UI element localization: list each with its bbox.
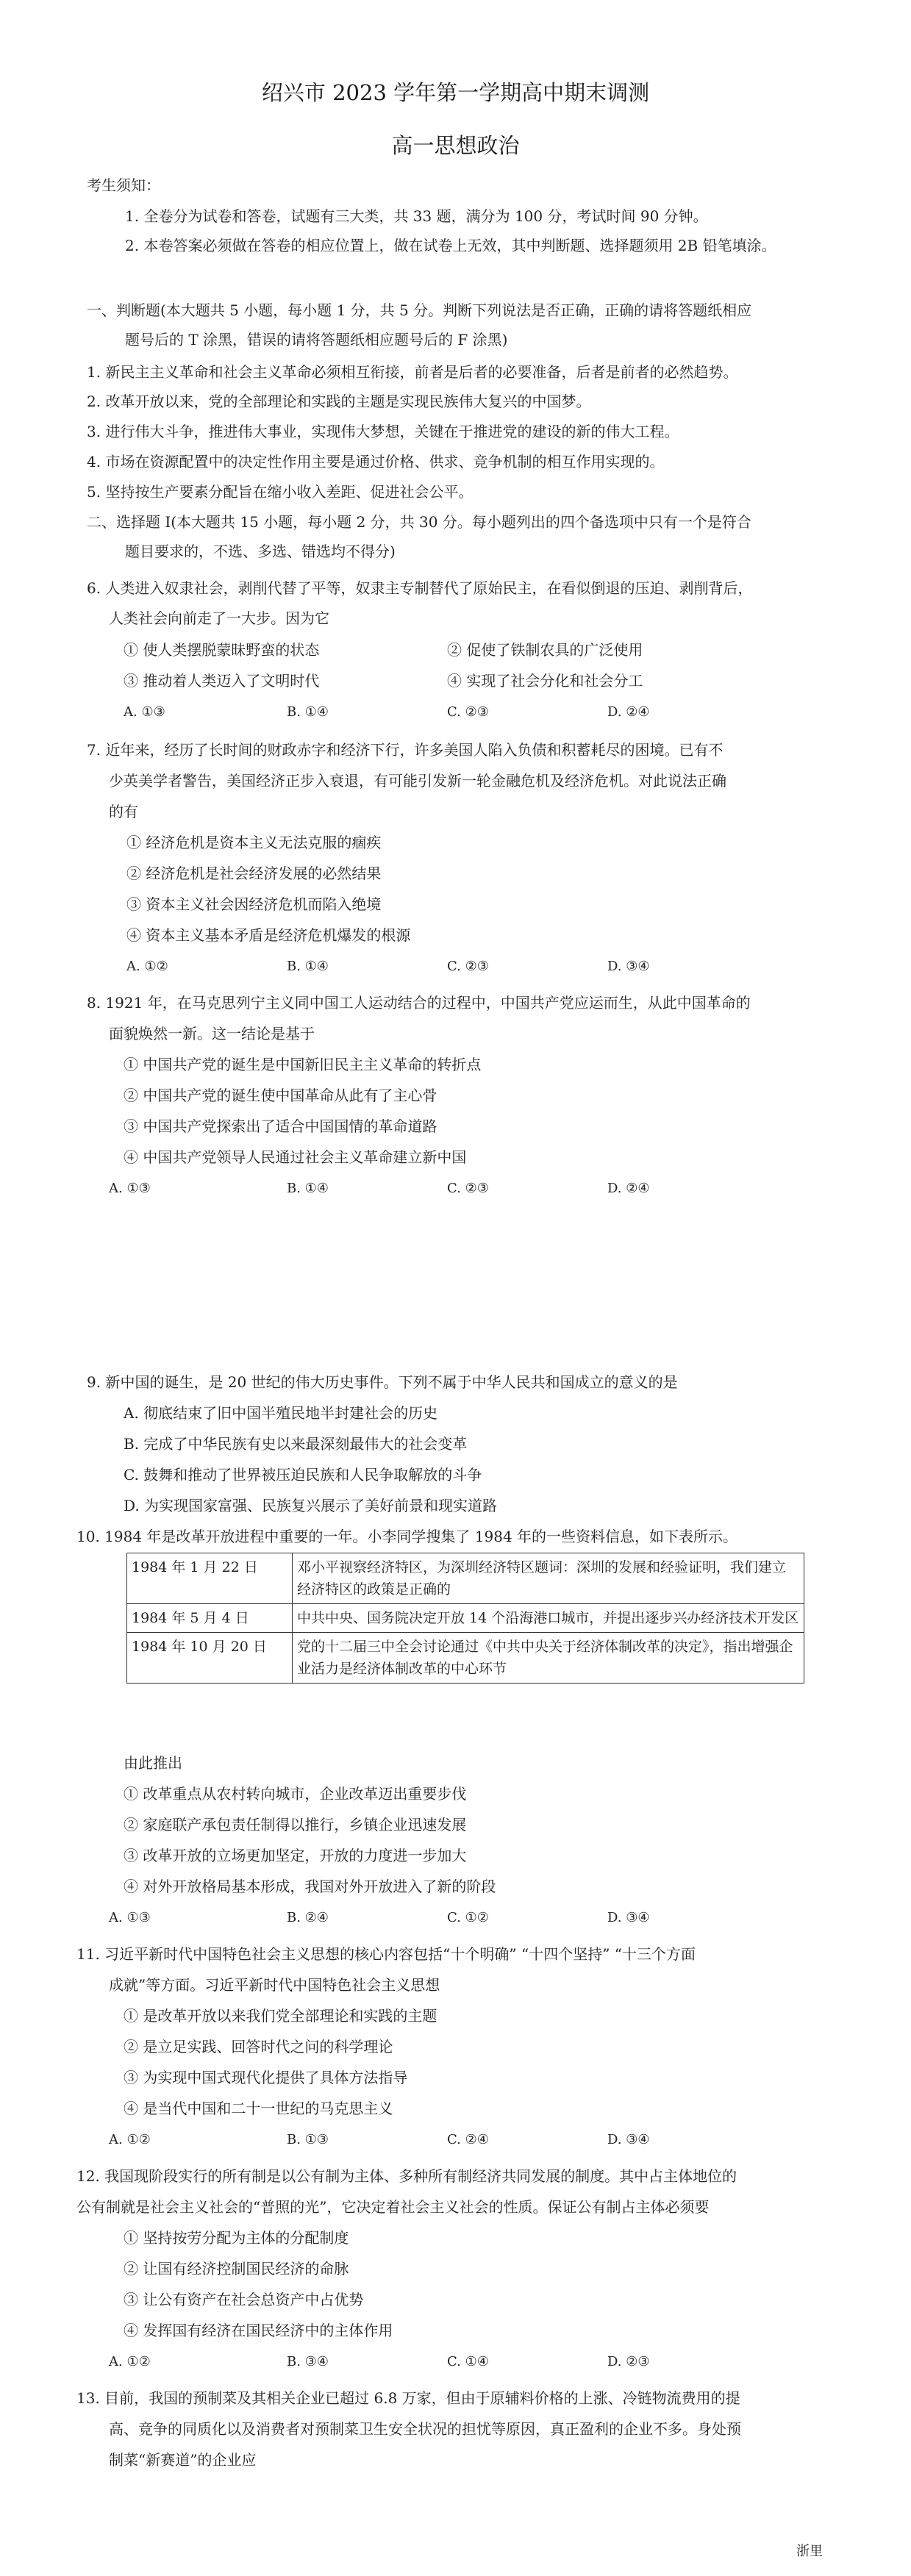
q7-statement: ④ 资本主义基本矛盾是经济危机爆发的根源 xyxy=(126,926,411,944)
q6-statement: ② 促使了铁制农具的广泛使用 xyxy=(447,641,643,659)
q9-option-d: D. 为实现国家富强、民族复兴展示了美好前景和现实道路 xyxy=(124,1497,498,1514)
section2-heading-cont: 题目要求的，不选、多选、错选均不得分) xyxy=(125,543,396,560)
q12-option-b: B. ③④ xyxy=(287,2354,329,2369)
q7-stem: 7. 近年来，经历了长时间的财政赤字和经济下行，许多美国人陷入负债和积蓄耗尽的困境。已有不 xyxy=(87,741,724,759)
q10-statement: ④ 对外开放格局基本形成，我国对外开放进入了新的阶段 xyxy=(124,1878,496,1895)
table-date-cell: 1984 年 1 月 22 日 xyxy=(127,1553,293,1604)
q11-statement: ① 是改革开放以来我们党全部理论和实践的主题 xyxy=(124,2007,437,2025)
q13-stem-cont: 制菜“新赛道”的企业应 xyxy=(109,2451,257,2469)
q8-stem: 8. 1921 年，在马克思列宁主义同中国工人运动结合的过程中，中国共产党应运而生，从此中国革命的 xyxy=(87,994,751,1012)
q10-statement: ③ 改革开放的立场更加坚定，开放的力度进一步加大 xyxy=(124,1847,467,1864)
q12-stem: 12. 我国现阶段实行的所有制是以公有制为主体、多种所有制经济共同发展的制度。其中占主体地位的 xyxy=(76,2167,737,2185)
q13-stem-cont: 高、竞争的同质化以及消费者对预制菜卫生安全状况的担忧等原因，真正盈利的企业不多。身处预 xyxy=(109,2420,741,2438)
q11-statement: ③ 为实现中国式现代化提供了具体方法指导 xyxy=(124,2069,408,2086)
q6-stem: 6. 人类进入奴隶社会，剥削代替了平等，奴隶主专制替代了原始民主，在看似倒退的压迫、剥削背后， xyxy=(87,579,753,597)
q12-statement: ③ 让公有资产在社会总资产中占优势 xyxy=(124,2291,364,2308)
q11-stem-cont: 成就”等方面。习近平新时代中国特色社会主义思想 xyxy=(109,1976,440,1994)
q6-option-a: A. ①③ xyxy=(124,704,165,720)
table-row xyxy=(127,1633,804,1684)
exam-subject: 高一思想政治 xyxy=(391,133,520,158)
table-row xyxy=(127,1604,804,1633)
table-event-cell: 中共中央、国务院决定开放 14 个沿海港口城市，并提出逐步兴办经济技术开发区 xyxy=(293,1604,804,1633)
q10-statement: ② 家庭联产承包责任制得以推行，乡镇企业迅速发展 xyxy=(124,1816,467,1833)
q7-statement: ① 经济危机是资本主义无法克服的痼疾 xyxy=(126,834,382,851)
q8-statement: ② 中国共产党的诞生使中国革命从此有了主心骨 xyxy=(124,1087,437,1104)
q12-statement: ② 让国有经济控制国民经济的命脉 xyxy=(124,2260,349,2278)
q10-lead: 由此推出 xyxy=(124,1754,182,1772)
q7-stem-cont: 的有 xyxy=(109,803,138,820)
q10-table xyxy=(126,1553,804,1684)
q11-option-d: D. ③④ xyxy=(607,2132,650,2147)
q9-option-b: B. 完成了中华民族有史以来最深刻最伟大的社会变革 xyxy=(124,1435,468,1453)
q7-option-b: B. ①④ xyxy=(287,959,329,974)
q7-stem-cont: 少英美学者警告，美国经济正步入衰退，有可能引发新一轮金融危机及经济危机。对此说法正确 xyxy=(109,772,726,790)
q10-option-b: B. ②④ xyxy=(287,1910,329,1925)
q6-statement: ③ 推动着人类迈入了文明时代 xyxy=(124,672,320,690)
q6-option-c: C. ②③ xyxy=(447,704,489,720)
section2-heading: 二、选择题 I(本大题共 15 小题，每小题 2 分，共 30 分。每小题列出的四个备选项中只有一个是符合 xyxy=(87,513,751,531)
table-date-cell: 1984 年 5 月 4 日 xyxy=(127,1604,293,1633)
q10-stem: 10. 1984 年是改革开放进程中重要的一年。小李同学搜集了 1984 年的一些资料信息，如下表所示。 xyxy=(76,1528,738,1545)
q11-stem: 11. 习近平新时代中国特色社会主义思想的核心内容包括“十个明确” “十四个坚持” “十三个方面 xyxy=(76,1945,696,1963)
q11-option-b: B. ①③ xyxy=(287,2132,329,2147)
q11-statement: ② 是立足实践、回答时代之问的科学理论 xyxy=(124,2038,393,2056)
q8-statement: ① 中国共产党的诞生是中国新旧民主主义革命的转折点 xyxy=(124,1056,482,1073)
q7-statement: ② 经济危机是社会经济发展的必然结果 xyxy=(126,865,382,882)
q6-statement: ① 使人类摆脱蒙昧野蛮的状态 xyxy=(124,641,320,659)
q6-stem-cont: 人类社会向前走了一大步。因为它 xyxy=(109,609,329,627)
q8-option-c: C. ②③ xyxy=(447,1181,489,1196)
section1-heading-cont: 题号后的 T 涂黑，错误的请将答题纸相应题号后的 F 涂黑) xyxy=(125,331,508,348)
q12-option-c: C. ①④ xyxy=(447,2354,489,2369)
q8-statement: ③ 中国共产党探索出了适合中国国情的革命道路 xyxy=(124,1117,437,1135)
q10-statement: ① 改革重点从农村转向城市，企业改革迈出重要步伐 xyxy=(124,1785,467,1803)
q11-option-a: A. ①② xyxy=(109,2132,151,2147)
judge-item: 4. 市场在资源配置中的决定性作用主要是通过价格、供求、竞争机制的相互作用实现的。 xyxy=(87,453,665,471)
q10-option-c: C. ①② xyxy=(447,1910,489,1925)
q13-stem: 13. 目前，我国的预制菜及其相关企业已超过 6.8 万家，但由于原辅料价格的上涨、冷链物流费用的提 xyxy=(76,2389,740,2407)
q8-option-b: B. ①④ xyxy=(287,1181,329,1196)
footer-region: 浙里 xyxy=(796,2544,823,2559)
q12-statement: ① 坚持按劳分配为主体的分配制度 xyxy=(124,2229,349,2247)
judge-item: 3. 进行伟大斗争，推进伟大事业，实现伟大梦想，关键在于推进党的建设的新的伟大工程。 xyxy=(87,423,679,440)
q11-statement: ④ 是当代中国和二十一世纪的马克思主义 xyxy=(124,2100,393,2117)
table-event-cell: 党的十二届三中全会讨论通过《中共中央关于经济体制改革的决定》，指出增强企业活力是经济体制改革的中心环节 xyxy=(293,1633,804,1684)
q8-statement: ④ 中国共产党领导人民通过社会主义革命建立新中国 xyxy=(124,1148,467,1166)
table-date-cell: 1984 年 10 月 20 日 xyxy=(127,1633,293,1684)
judge-item: 2. 改革开放以来，党的全部理论和实践的主题是实现民族伟大复兴的中国梦。 xyxy=(87,393,591,410)
q6-statement: ④ 实现了社会分化和社会分工 xyxy=(447,672,643,690)
q6-option-d: D. ②④ xyxy=(607,704,650,720)
q12-option-a: A. ①② xyxy=(109,2354,151,2369)
q9-stem: 9. 新中国的诞生，是 20 世纪的伟大历史事件。下列不属于中华人民共和国成立的意义的是 xyxy=(87,1373,678,1391)
q10-option-d: D. ③④ xyxy=(607,1910,650,1925)
q8-stem-cont: 面貌焕然一新。这一结论是基于 xyxy=(109,1025,315,1042)
q6-option-b: B. ①④ xyxy=(287,704,329,720)
q12-option-d: D. ②③ xyxy=(607,2354,650,2369)
q8-option-a: A. ①③ xyxy=(109,1181,151,1196)
table-row xyxy=(127,1553,804,1604)
q7-option-a: A. ①② xyxy=(126,959,168,974)
notice-item: 1. 全卷分为试卷和答卷，试题有三大类，共 33 题，满分为 100 分，考试时间 90 分钟。 xyxy=(125,207,708,225)
notice-label: 考生须知： xyxy=(87,176,160,194)
judge-item: 1. 新民主主义革命和社会主义革命必须相互衔接，前者是后者的必要准备，后者是前者的必然趋势。 xyxy=(87,363,738,381)
exam-title: 绍兴市 2023 学年第一学期高中期末调测 xyxy=(261,80,650,105)
q8-option-d: D. ②④ xyxy=(607,1181,650,1196)
table-event-cell: 邓小平视察经济特区，为深圳经济特区题词：深圳的发展和经验证明，我们建立经济特区的政策是正确的 xyxy=(293,1553,804,1604)
q7-option-d: D. ③④ xyxy=(607,959,650,974)
q9-option-c: C. 鼓舞和推动了世界被压迫民族和人民争取解放的斗争 xyxy=(124,1466,482,1484)
q12-stem-cont: 公有制就是社会主义社会的“普照的光”，它决定着社会主义社会的性质。保证公有制占主体必须要 xyxy=(76,2198,710,2216)
notice-item: 2. 本卷答案必须做在答卷的相应位置上，做在试卷上无效，其中判断题、选择题须用 2B 铅笔填涂。 xyxy=(125,237,776,254)
q10-option-a: A. ①③ xyxy=(109,1910,151,1925)
judge-item: 5. 坚持按生产要素分配旨在缩小收入差距、促进社会公平。 xyxy=(87,483,474,501)
section1-heading: 一、判断题(本大题共 5 小题，每小题 1 分，共 5 分。判断下列说法是否正确，正确的请将答题纸相应 xyxy=(87,301,752,319)
q12-statement: ④ 发挥国有经济在国民经济中的主体作用 xyxy=(124,2322,393,2339)
q7-statement: ③ 资本主义社会因经济危机而陷入绝境 xyxy=(126,895,382,913)
q7-option-c: C. ②③ xyxy=(447,959,489,974)
q9-option-a: A. 彻底结束了旧中国半殖民地半封建社会的历史 xyxy=(124,1404,438,1422)
q11-option-c: C. ②④ xyxy=(447,2132,489,2147)
